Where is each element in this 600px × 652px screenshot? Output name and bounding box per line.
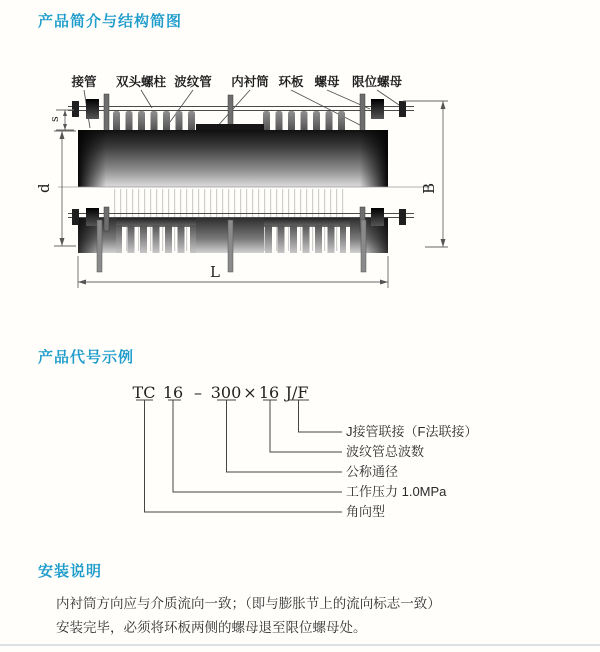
label-bellows: 波纹管 (174, 75, 212, 89)
callout-connection: J接管联接（F法联接） (346, 424, 478, 439)
code-callout-lines (100, 396, 360, 520)
code-seg-type: TC (132, 383, 156, 402)
label-connecting-pipe: 接管 (71, 75, 97, 89)
code-seg-waves: 16 (258, 383, 280, 402)
ring-plate-left (104, 94, 109, 132)
expansion-joint-structure-diagram (30, 60, 470, 315)
section-title-code: 产品代号示例 (38, 349, 135, 366)
ring-plate-right (360, 94, 365, 132)
code-seg-times: × (243, 383, 257, 402)
callout-nominal-diameter: 公称通径 (346, 464, 399, 479)
label-double-end-stud: 双头螺柱 (115, 75, 167, 89)
joint-body (78, 130, 388, 187)
page-bottom-border (0, 644, 600, 646)
code-seg-dash: – (194, 383, 202, 402)
label-ring-plate: 环板 (278, 75, 304, 89)
install-note-2: 安装完毕，必须将环板两侧的螺母退至限位螺母处。 (56, 620, 367, 635)
dim-label-s: s (48, 116, 61, 122)
callout-working-pressure: 工作压力 1.0MPa (346, 484, 447, 499)
callout-wave-count: 波纹管总波数 (346, 444, 425, 459)
dimension-B (403, 101, 448, 247)
code-seg-diameter: 300 (210, 383, 242, 402)
label-limit-nut: 限位螺母 (351, 75, 403, 89)
diagram-part-labels (70, 74, 402, 89)
nut-left (86, 99, 99, 119)
dim-label-d: d (35, 183, 53, 193)
callout-angular-type: 角向型 (346, 504, 386, 519)
dimension-d (35, 131, 76, 246)
limit-nut-right (399, 101, 406, 117)
section-title-intro: 产品简介与结构简图 (38, 13, 183, 30)
label-inner-liner: 内衬筒 (231, 75, 269, 89)
nut-right (371, 99, 384, 119)
liner-top-edge (196, 124, 264, 131)
dimension-s (48, 110, 74, 130)
section-title-install: 安装说明 (38, 563, 103, 580)
dim-label-B: B (420, 182, 438, 194)
limit-nut-left (72, 101, 79, 117)
label-nut: 螺母 (314, 75, 340, 89)
code-seg-pressure: 16 (162, 383, 184, 402)
dim-label-L: L (210, 263, 220, 281)
install-note-1: 内衬筒方向应与介质流向一致；（即与膨胀节上的流向标志一致） (56, 596, 441, 611)
stud-bottom-right (361, 220, 366, 272)
stud-bottom-center (228, 220, 233, 272)
stud-bottom-left (97, 220, 102, 272)
code-seg-connection: J/F (285, 383, 309, 402)
